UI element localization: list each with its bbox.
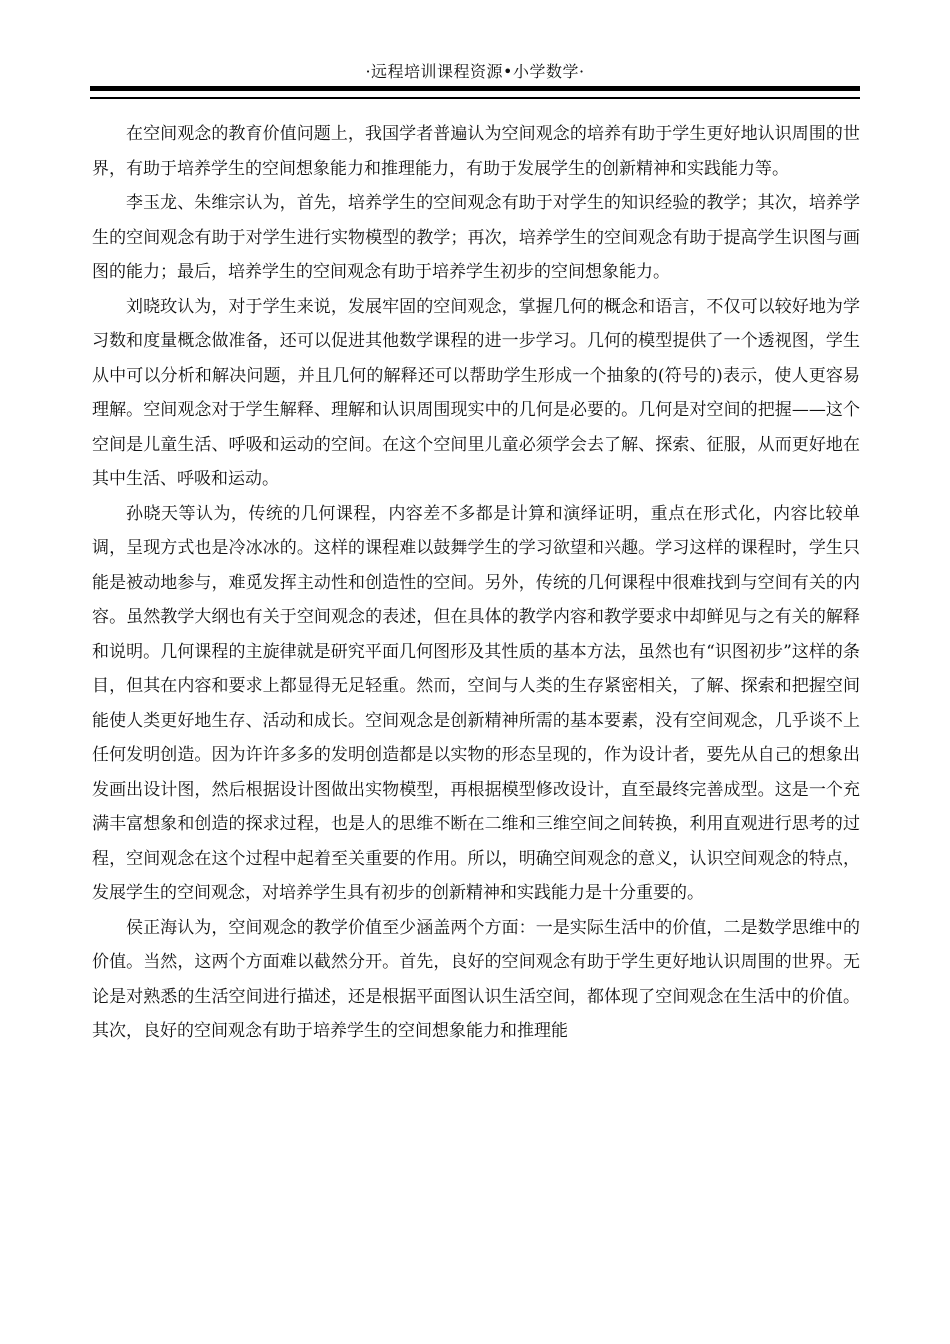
paragraph-liu: 刘晓玫认为，对于学生来说，发展牢固的空间观念，掌握几何的概念和语言，不仅可以较好地为学习数和度量概念做准备，还可以促进其他数学课程的进一步学习。几何的模型提供了一个透视图，学生从中可以分析和解决问题，并且几何的解释还可以帮助学生形成一个抽象的(符号的)表示，使人更容易理解。空间观念对于学生解释、理解和认识周围现实中的几何是必要的。几何是对空间的把握——这个空间是儿童生活、呼吸和运动的空间。在这个空间里儿童必须学会去了解、探索、征服，从而更好地在其中生活、呼吸和运动。	[92, 296, 860, 489]
body-text	[92, 117, 860, 1049]
header-rule-thick	[90, 86, 860, 91]
paragraph-sun: 孙晓天等认为，传统的几何课程，内容差不多都是计算和演绎证明，重点在形式化，内容比较单调，呈现方式也是冷冰冰的。这样的课程难以鼓舞学生的学习欲望和兴趣。学习这样的课程时，学生只能是被动地参与，难觅发挥主动性和创造性的空间。另外，传统的几何课程中很难找到与空间有关的内容。虽然教学大纲也有关于空间观念的表述，但在具体的教学内容和教学要求中却鲜见与之有关的解释和说明。几何课程的主旋律就是研究平面几何图形及其性质的基本方法，虽然也有“识图初步”这样的条目，但其在内容和要求上都显得无足轻重。然而，空间与人类的生存紧密相关，了解、探索和把握空间能使人类更好地生存、活动和成长。空间观念是创新精神所需的基本要素，没有空间观念，几乎谈不上任何发明创造。因为许许多多的发明创造都是以实物的形态呈现的，作为设计者，要先从自己的想象出发画出设计图，然后根据设计图做出实物模型，再根据模型修改设计，直至最终完善成型。这是一个充满丰富想象和创造的探求过程，也是人的思维不断在二维和三维空间之间转换，利用直观进行思考的过程，空间观念在这个过程中起着至关重要的作用。所以，明确空间观念的意义，认识空间观念的特点，发展学生的空间观念，对培养学生具有初步的创新精神和实践能力是十分重要的。	[92, 503, 860, 903]
paragraph-education-value: 在空间观念的教育价值问题上，我国学者普遍认为空间观念的培养有助于学生更好地认识周围的世界，有助于培养学生的空间想象能力和推理能力，有助于发展学生的创新精神和实践能力等。	[92, 124, 860, 179]
page-header: ·远程培训课程资源•小学数学·	[365, 62, 585, 81]
header-rule-thin	[90, 97, 860, 99]
paragraph-li-zhu: 李玉龙、朱维宗认为，首先，培养学生的空间观念有助于对学生的知识经验的教学；其次，培养学生的空间观念有助于对学生进行实物模型的教学；再次，培养学生的空间观念有助于提高学生识图与画图的能力；最后，培养学生的空间观念有助于培养学生初步的空间想象能力。	[92, 193, 860, 282]
paragraph-hou: 侯正海认为，空间观念的教学价值至少涵盖两个方面：一是实际生活中的价值，二是数学思维中的价值。当然，这两个方面难以截然分开。首先，良好的空间观念有助于学生更好地认识周围的世界。无论是对熟悉的生活空间进行描述，还是根据平面图认识生活空间，都体现了空间观念在生活中的价值。其次，良好的空间观念有助于培养学生的空间想象能力和推理能	[92, 917, 860, 1041]
